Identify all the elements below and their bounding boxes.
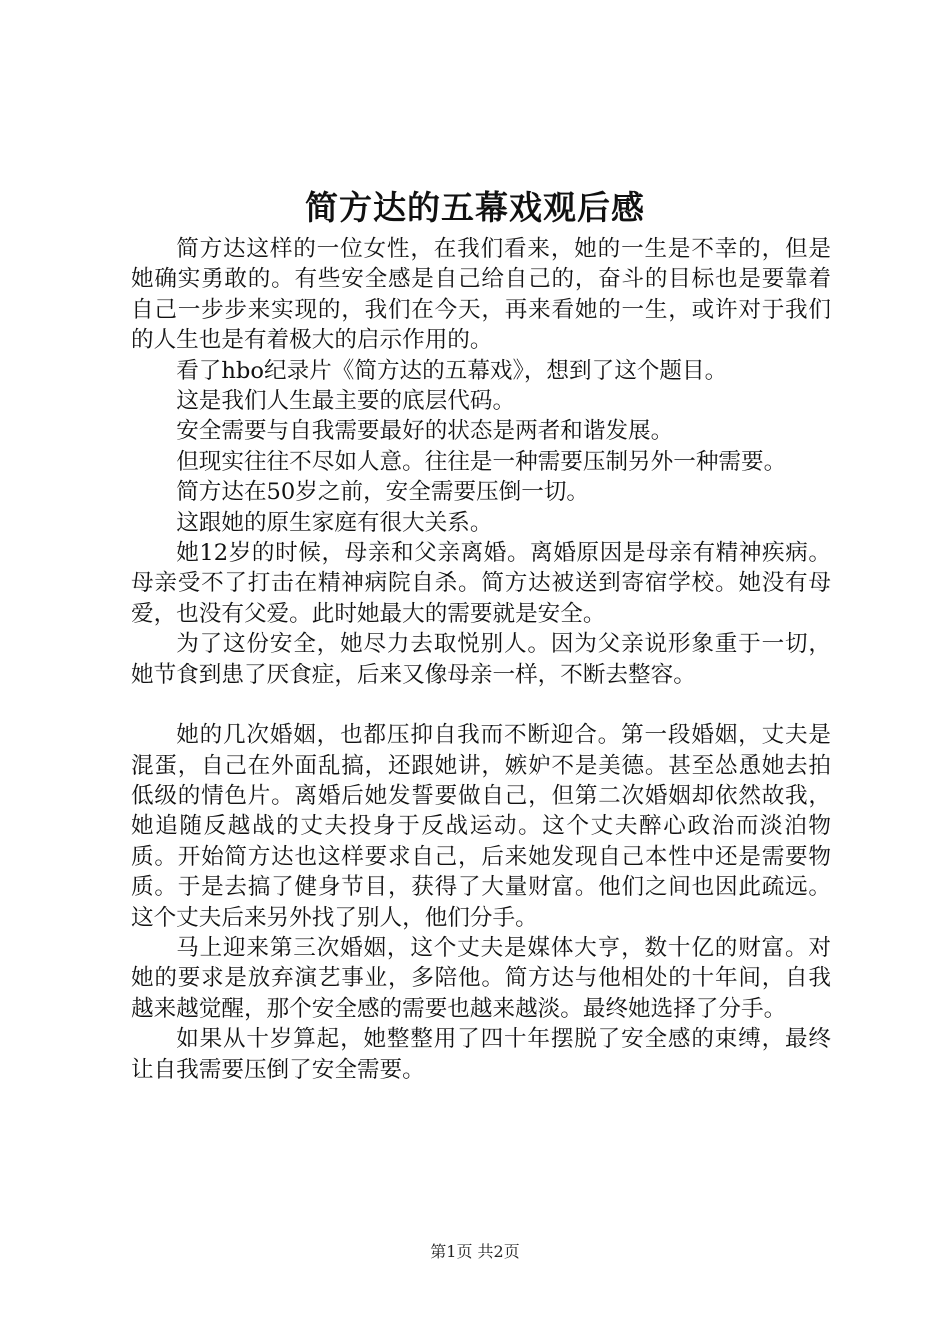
paragraph: 但现实往往不尽如人意。往往是一种需要压制另外一种需要。 <box>176 448 787 475</box>
page-number: 第1页 共2页 <box>430 1242 520 1261</box>
paragraph: 简方达在50岁之前，安全需要压倒一切。 <box>176 479 590 506</box>
paragraph: 如果从十岁算起，她整整用了四十年摆脱了安全感的束缚，最终让自我需要压倒了安全需要。 <box>131 1026 831 1083</box>
paragraph: 这跟她的原生家庭有很大关系。 <box>176 509 493 536</box>
paragraph: 她12岁的时候，母亲和父亲离婚。离婚原因是母亲有精神疾病。母亲受不了打击在精神病院自杀。简方达被送到寄宿学校。她没有母爱，也没有父爱。此时她最大的需要就是安全。 <box>131 540 831 627</box>
page-title: 简方达的五幕戏观后感 <box>305 188 645 227</box>
paragraph: 看了hbo纪录片《简方达的五幕戏》，想到了这个题目。 <box>176 357 728 384</box>
document-body <box>131 234 831 1085</box>
paragraph: 安全需要与自我需要最好的状态是两者和谐发展。 <box>176 418 674 445</box>
paragraph: 简方达这样的一位女性，在我们看来，她的一生是不幸的，但是她确实勇敢的。有些安全感是自己给自己的，奋斗的目标也是要靠着自己一步步来实现的，我们在今天，再来看她的一生，或许对于我们的人生也是有着极大的启示作用的。 <box>131 236 831 354</box>
paragraph: 这是我们人生最主要的底层代码。 <box>176 388 516 415</box>
paragraph: 为了这份安全，她尽力去取悦别人。因为父亲说形象重于一切，她节食到患了厌食症，后来又像母亲一样，不断去整容。 <box>131 631 831 688</box>
paragraph: 她的几次婚姻，也都压抑自我而不断迎合。第一段婚姻，丈夫是混蛋，自己在外面乱搞，还跟她讲，嫉妒不是美德。甚至怂恿她去拍低级的情色片。离婚后她发誓要做自己，但第二次婚姻却依然故我，她追随反越战的丈夫投身于反战运动。这个丈夫醉心政治而淡泊物质。开始简方达也这样要求自己，后来她发现自己本性中还是需要物质。于是去搞了健身节目，获得了大量财富。他们之间也因此疏远。这个丈夫后来另外找了别人，他们分手。 <box>131 722 831 931</box>
paragraph: 马上迎来第三次婚姻，这个丈夫是媒体大亨，数十亿的财富。对她的要求是放弃演艺事业，多陪他。简方达与他相处的十年间，自我越来越觉醒，那个安全感的需要也越来越淡。最终她选择了分手。 <box>131 934 831 1022</box>
